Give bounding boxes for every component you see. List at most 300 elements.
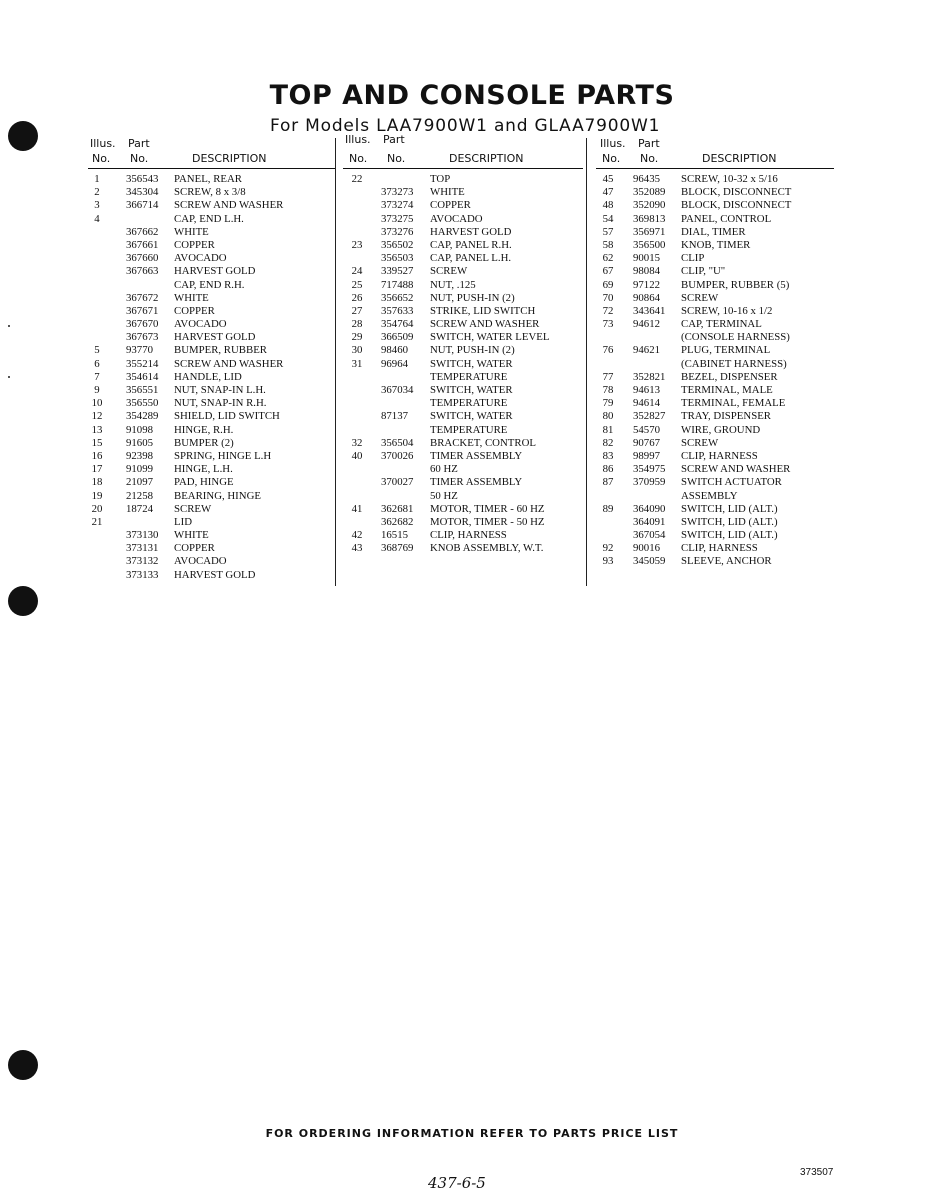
parts-row [596, 239, 834, 252]
part-no: 92398 [126, 449, 153, 462]
header-part: Part [128, 137, 150, 150]
part-no: 373131 [126, 542, 159, 555]
parts-row [88, 503, 335, 516]
part-description: SCREW [681, 436, 719, 449]
illus-no: 45 [602, 173, 614, 185]
parts-row [596, 226, 834, 239]
parts-row [596, 437, 834, 450]
parts-row [343, 410, 583, 423]
header-description: DESCRIPTION [702, 152, 777, 165]
part-description: SWITCH, LID (ALT.) [681, 515, 778, 528]
parts-row [343, 384, 583, 397]
illus-no: 72 [602, 304, 614, 317]
part-description: COPPER [174, 304, 215, 317]
header-description: DESCRIPTION [449, 152, 524, 165]
part-description: AVOCADO [430, 212, 483, 225]
part-description: SCREW [681, 291, 719, 304]
illus-no: 81 [602, 423, 614, 436]
part-no: 366509 [381, 331, 414, 344]
handwritten-note: 437-6-5 [428, 1174, 486, 1192]
illus-no: 29 [351, 331, 363, 344]
part-description: SWITCH ACTUATOR [681, 476, 782, 489]
illus-no: 19 [91, 489, 103, 502]
part-description: NUT, SNAP-IN L.H. [174, 384, 266, 396]
part-no: 356971 [633, 225, 666, 238]
parts-row [596, 542, 834, 555]
parts-row [343, 503, 583, 516]
part-no: 356551 [126, 384, 159, 396]
illus-no: 48 [602, 199, 614, 212]
header-no: No. [92, 152, 111, 165]
part-description: SWITCH, LID (ALT.) [681, 529, 778, 542]
header-illus: Illus. [90, 137, 116, 150]
illus-no: 30 [351, 344, 363, 357]
parts-row [88, 213, 335, 226]
part-no: 367663 [126, 265, 159, 278]
part-description: SCREW [430, 265, 468, 278]
part-description: HARVEST GOLD [174, 265, 256, 278]
illus-no: 20 [91, 502, 103, 515]
illus-no: 1 [94, 173, 100, 185]
part-no: 91605 [126, 436, 153, 449]
header-rule [88, 168, 335, 169]
part-description: MOTOR, TIMER - 50 HZ [430, 515, 545, 528]
part-no: 98084 [633, 265, 660, 278]
part-description: WIRE, GROUND [681, 423, 761, 436]
part-no: 373130 [126, 529, 159, 542]
illus-no: 93 [602, 555, 614, 568]
illus-no: 10 [91, 397, 103, 410]
illus-no: 27 [351, 304, 363, 317]
parts-row [88, 265, 335, 278]
header-no: No. [640, 152, 659, 165]
part-no: 94613 [633, 384, 660, 396]
part-description: WHITE [430, 186, 465, 199]
parts-row [596, 252, 834, 265]
illus-no: 77 [602, 370, 614, 383]
illus-no: 24 [351, 265, 363, 278]
parts-row [88, 529, 335, 542]
part-description: KNOB ASSEMBLY, W.T. [430, 542, 544, 555]
parts-row [343, 397, 583, 410]
part-no: 356504 [381, 436, 414, 449]
parts-row [596, 450, 834, 463]
header-illus: Illus. [600, 137, 626, 150]
parts-row [596, 490, 834, 503]
part-description: SCREW [174, 502, 212, 515]
part-description: HARVEST GOLD [430, 225, 512, 238]
part-no: 354975 [633, 463, 666, 476]
illus-no: 87 [602, 476, 614, 489]
illus-no: 43 [351, 542, 363, 555]
illus-no: 89 [602, 502, 614, 515]
parts-row [88, 226, 335, 239]
parts-row [596, 476, 834, 489]
parts-row [343, 318, 583, 331]
part-description: SCREW, 8 x 3/8 [174, 186, 246, 199]
part-no: 354289 [126, 410, 159, 423]
illus-no: 69 [602, 278, 614, 291]
parts-rows [343, 173, 583, 555]
parts-row [596, 199, 834, 212]
illus-no: 40 [351, 449, 363, 462]
column-header [343, 133, 583, 173]
parts-row [343, 516, 583, 529]
parts-row [343, 213, 583, 226]
parts-rows [596, 173, 834, 569]
part-description: HINGE, R.H. [174, 423, 234, 436]
parts-row [596, 463, 834, 476]
part-no: 357633 [381, 304, 414, 317]
part-no: 369813 [633, 212, 666, 225]
part-no: 356652 [381, 291, 414, 304]
part-no: 362682 [381, 515, 414, 528]
part-description: PANEL, REAR [174, 173, 242, 185]
part-description: TRAY, DISPENSER [681, 410, 772, 423]
part-description: CAP, END L.H. [174, 212, 244, 225]
illus-no: 22 [351, 173, 363, 185]
parts-row [596, 371, 834, 384]
parts-row [343, 279, 583, 292]
part-no: 355214 [126, 357, 159, 370]
part-description: BUMPER (2) [174, 436, 234, 449]
parts-row [88, 516, 335, 529]
part-no: 352827 [633, 410, 666, 423]
parts-row [88, 252, 335, 265]
part-description: CAP, TERMINAL [681, 318, 762, 331]
part-no: 367054 [633, 529, 666, 542]
part-description: CAP, PANEL L.H. [430, 252, 512, 265]
part-description: TIMER ASSEMBLY [430, 476, 523, 489]
illus-no: 9 [94, 384, 100, 396]
part-description: LID [174, 515, 192, 528]
part-description: SWITCH, WATER [430, 357, 513, 370]
illus-no: 42 [351, 529, 363, 542]
illus-no: 15 [91, 436, 103, 449]
part-description: SHIELD, LID SWITCH [174, 410, 280, 423]
part-no: 94621 [633, 344, 660, 357]
part-description: TERMINAL, MALE [681, 384, 773, 396]
part-no: 356503 [381, 252, 414, 265]
part-description: TERMINAL, FEMALE [681, 397, 786, 410]
part-no: 367671 [126, 304, 159, 317]
parts-row [596, 529, 834, 542]
parts-row [596, 397, 834, 410]
part-no: 373276 [381, 225, 414, 238]
part-description: TIMER ASSEMBLY [430, 449, 523, 462]
parts-row [88, 437, 335, 450]
parts-row [343, 358, 583, 371]
part-no: 367670 [126, 318, 159, 331]
part-description: CAP, END R.H. [174, 278, 245, 291]
column-header [88, 133, 335, 173]
illus-no: 86 [602, 463, 614, 476]
part-description: AVOCADO [174, 555, 227, 568]
parts-row [88, 331, 335, 344]
parts-row [88, 397, 335, 410]
illus-no: 92 [602, 542, 614, 555]
part-description: TOP [430, 173, 451, 185]
part-description: COPPER [174, 542, 215, 555]
part-description: WHITE [174, 225, 209, 238]
parts-row [88, 358, 335, 371]
illus-no: 6 [94, 357, 100, 370]
parts-row [343, 490, 583, 503]
part-no: 54570 [633, 423, 660, 436]
part-description: SWITCH, LID (ALT.) [681, 502, 778, 515]
parts-row [596, 213, 834, 226]
illus-no: 83 [602, 449, 614, 462]
parts-row [596, 555, 834, 568]
parts-row [88, 292, 335, 305]
binder-hole-top [8, 121, 38, 151]
parts-row [343, 542, 583, 555]
part-description: (CONSOLE HARNESS) [681, 331, 790, 344]
parts-row [596, 173, 834, 186]
part-description: WHITE [174, 529, 209, 542]
part-no: 90864 [633, 291, 660, 304]
part-description: HARVEST GOLD [174, 568, 256, 581]
part-description: BUMPER, RUBBER [174, 344, 267, 357]
part-description: SWITCH, WATER LEVEL [430, 331, 550, 344]
part-no: 21097 [126, 476, 153, 489]
part-no: 717488 [381, 278, 414, 291]
scan-speck [8, 376, 10, 378]
part-description: CAP, PANEL R.H. [430, 238, 512, 251]
parts-row [596, 424, 834, 437]
parts-row [596, 384, 834, 397]
header-description: DESCRIPTION [192, 152, 267, 165]
illus-no: 62 [602, 252, 614, 265]
parts-column-3 [596, 133, 834, 569]
parts-row [596, 305, 834, 318]
part-description: WHITE [174, 291, 209, 304]
part-no: 98460 [381, 344, 408, 357]
part-description: STRIKE, LID SWITCH [430, 304, 536, 317]
part-description: BLOCK, DISCONNECT [681, 199, 792, 212]
header-no: No. [387, 152, 406, 165]
part-description: NUT, PUSH-IN (2) [430, 291, 515, 304]
part-no: 364091 [633, 515, 666, 528]
part-no: 345059 [633, 555, 666, 568]
part-description: CLIP, "U" [681, 265, 726, 278]
part-description: SCREW AND WASHER [174, 199, 284, 212]
part-no: 368769 [381, 542, 414, 555]
illus-no: 67 [602, 265, 614, 278]
part-description: COPPER [430, 199, 471, 212]
part-no: 370027 [381, 476, 414, 489]
part-description: SCREW, 10-16 x 1/2 [681, 304, 773, 317]
part-no: 96964 [381, 357, 408, 370]
part-description: BEZEL, DISPENSER [681, 370, 778, 383]
part-no: 373132 [126, 555, 159, 568]
header-illus: Illus. [345, 133, 371, 146]
parts-row [343, 292, 583, 305]
part-description: NUT, SNAP-IN R.H. [174, 397, 267, 410]
parts-column-1 [88, 133, 335, 582]
part-description: HANDLE, LID [174, 370, 242, 383]
part-description: DIAL, TIMER [681, 225, 746, 238]
part-no: 94614 [633, 397, 660, 410]
scan-speck [8, 325, 10, 327]
part-no: 362681 [381, 502, 414, 515]
parts-row [343, 186, 583, 199]
part-description: NUT, .125 [430, 278, 476, 291]
illus-no: 5 [94, 344, 100, 357]
parts-row [88, 463, 335, 476]
part-description: 60 HZ [430, 463, 458, 476]
header-no: No. [602, 152, 621, 165]
part-description: COPPER [174, 238, 215, 251]
illus-no: 79 [602, 397, 614, 410]
parts-row [343, 265, 583, 278]
column-divider [586, 138, 587, 586]
illus-no: 76 [602, 344, 614, 357]
part-no: 345304 [126, 186, 159, 199]
part-no: 356500 [633, 238, 666, 251]
parts-row [343, 226, 583, 239]
part-no: 367673 [126, 331, 159, 344]
parts-row [88, 490, 335, 503]
part-description: SCREW, 10-32 x 5/16 [681, 173, 778, 185]
ordering-footer: FOR ORDERING INFORMATION REFER TO PARTS PRICE LIST [265, 1127, 679, 1140]
parts-row [88, 199, 335, 212]
part-description: SCREW AND WASHER [174, 357, 284, 370]
part-description: (CABINET HARNESS) [681, 357, 787, 370]
part-description: SLEEVE, ANCHOR [681, 555, 772, 568]
part-description: SWITCH, WATER [430, 410, 513, 423]
parts-row [88, 344, 335, 357]
parts-row [88, 424, 335, 437]
illus-no: 12 [91, 410, 103, 423]
parts-row [343, 331, 583, 344]
part-no: 367662 [126, 225, 159, 238]
parts-row [88, 279, 335, 292]
part-no: 367672 [126, 291, 159, 304]
part-no: 90767 [633, 436, 660, 449]
parts-row [343, 239, 583, 252]
part-no: 91098 [126, 423, 153, 436]
part-no: 367661 [126, 238, 159, 251]
part-description: BEARING, HINGE [174, 489, 261, 502]
illus-no: 4 [94, 212, 100, 225]
part-description: 50 HZ [430, 489, 458, 502]
part-description: AVOCADO [174, 252, 227, 265]
parts-row [596, 265, 834, 278]
parts-row [88, 476, 335, 489]
part-description: CLIP, HARNESS [681, 449, 758, 462]
parts-row [88, 384, 335, 397]
illus-no: 80 [602, 410, 614, 423]
header-rule [343, 168, 583, 169]
parts-row [88, 173, 335, 186]
part-no: 90015 [633, 252, 660, 265]
column-header [596, 133, 834, 173]
part-no: 373275 [381, 212, 414, 225]
illus-no: 41 [351, 502, 363, 515]
illus-no: 21 [91, 515, 103, 528]
part-description: BLOCK, DISCONNECT [681, 186, 792, 199]
page-title: TOP AND CONSOLE PARTS [269, 80, 675, 111]
part-no: 367034 [381, 384, 414, 396]
parts-row [343, 424, 583, 437]
part-description: CLIP, HARNESS [681, 542, 758, 555]
parts-row [596, 318, 834, 331]
parts-row [343, 371, 583, 384]
part-description: SPRING, HINGE L.H [174, 449, 272, 462]
parts-row [88, 371, 335, 384]
part-no: 352090 [633, 199, 666, 212]
parts-row [343, 476, 583, 489]
part-no: 90016 [633, 542, 660, 555]
parts-rows [88, 173, 335, 582]
part-no: 339527 [381, 265, 414, 278]
part-no: 343641 [633, 304, 666, 317]
header-part: Part [638, 137, 660, 150]
parts-row [88, 318, 335, 331]
part-no: 370026 [381, 449, 414, 462]
part-no: 373273 [381, 186, 414, 199]
part-description: SWITCH, WATER [430, 384, 513, 396]
illus-no: 7 [94, 370, 100, 383]
illus-no: 31 [351, 357, 363, 370]
illus-no: 57 [602, 225, 614, 238]
part-description: TEMPERATURE [430, 370, 508, 383]
part-description: CLIP [681, 252, 705, 265]
part-no: 16515 [381, 529, 408, 542]
parts-row [88, 569, 335, 582]
parts-column-2 [343, 133, 583, 555]
part-no: 18724 [126, 502, 153, 515]
illus-no: 25 [351, 278, 363, 291]
header-part: Part [383, 133, 405, 146]
column-divider [335, 138, 336, 586]
part-description: ASSEMBLY [681, 489, 738, 502]
header-no: No. [349, 152, 368, 165]
part-description: SCREW AND WASHER [430, 318, 540, 331]
part-no: 87137 [381, 410, 408, 423]
part-no: 91099 [126, 463, 153, 476]
illus-no: 73 [602, 318, 614, 331]
parts-row [596, 292, 834, 305]
parts-row [88, 555, 335, 568]
illus-no: 32 [351, 436, 363, 449]
part-no: 354614 [126, 370, 159, 383]
illus-no: 3 [94, 199, 100, 212]
illus-no: 2 [94, 186, 100, 199]
part-description: HARVEST GOLD [174, 331, 256, 344]
parts-row [343, 173, 583, 186]
illus-no: 16 [91, 449, 103, 462]
part-no: 367660 [126, 252, 159, 265]
parts-row [343, 305, 583, 318]
part-no: 352821 [633, 370, 666, 383]
illus-no: 17 [91, 463, 103, 476]
part-no: 93770 [126, 344, 153, 357]
parts-row [596, 410, 834, 423]
parts-row [596, 331, 834, 344]
part-no: 356550 [126, 397, 159, 410]
parts-row [596, 344, 834, 357]
parts-row [88, 239, 335, 252]
part-no: 356543 [126, 173, 159, 185]
part-no: 366714 [126, 199, 159, 212]
header-rule [596, 168, 834, 169]
parts-row [88, 186, 335, 199]
part-description: HINGE, L.H. [174, 463, 233, 476]
binder-hole-bottom [8, 1050, 38, 1080]
part-description: MOTOR, TIMER - 60 HZ [430, 502, 545, 515]
